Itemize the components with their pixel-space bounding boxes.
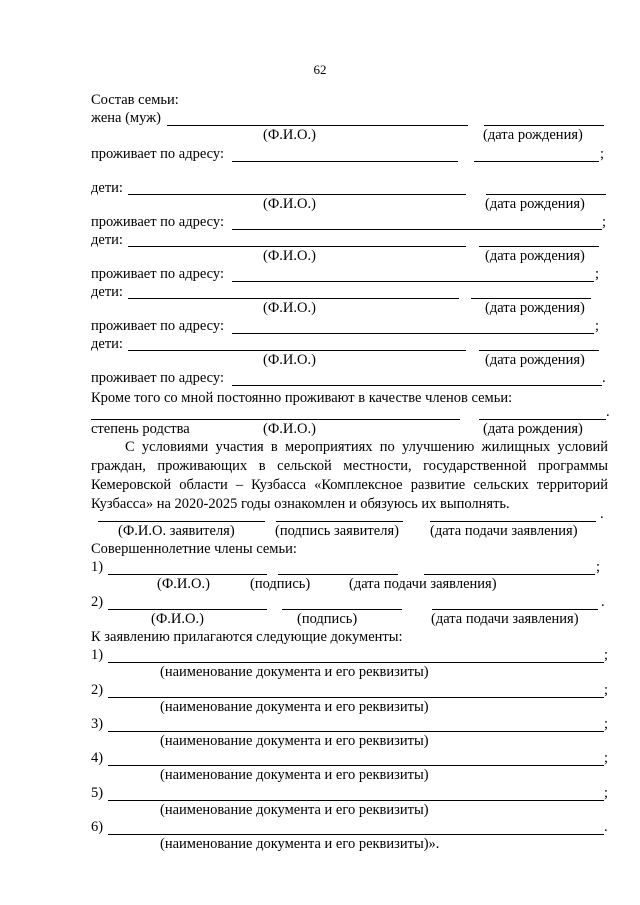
documents-heading: К заявлению прилагаются следующие документы:	[91, 629, 403, 645]
document-caption: (наименование документа и его реквизиты)	[160, 699, 429, 715]
semicolon: ;	[595, 318, 600, 334]
children-label: дети:	[91, 284, 123, 300]
period: .	[601, 594, 605, 610]
adult2-date-line[interactable]	[432, 609, 598, 610]
applicant-fio-line[interactable]	[98, 521, 265, 522]
semicolon: ;	[600, 146, 605, 162]
children-label: дети:	[91, 336, 123, 352]
child3-fio-line[interactable]	[128, 298, 459, 299]
semicolon: ;	[604, 785, 609, 801]
applicant-fio-caption: (Ф.И.О. заявителя)	[118, 523, 235, 539]
period: .	[600, 506, 604, 522]
document-last-caption: (наименование документа и его реквизиты)».	[160, 836, 440, 852]
applicant-date-line[interactable]	[430, 521, 596, 522]
applicant-date-caption: (дата подачи заявления)	[430, 523, 578, 539]
children-label: дети:	[91, 232, 123, 248]
semicolon: ;	[596, 559, 601, 575]
adult1-fio-line[interactable]	[108, 574, 267, 575]
spouse-fio-line[interactable]	[167, 125, 468, 126]
period: .	[604, 819, 608, 835]
birth-caption: (дата рождения)	[485, 300, 585, 316]
spouse-address-line[interactable]	[232, 161, 458, 162]
document4-line[interactable]	[108, 765, 604, 766]
page-number: 62	[313, 62, 327, 77]
adult-signature-caption: (подпись)	[297, 611, 358, 627]
document-number: 5)	[91, 785, 104, 801]
address-label: проживает по адресу:	[91, 318, 224, 334]
document-number: 4)	[91, 750, 104, 766]
birth-caption: (дата рождения)	[485, 352, 585, 368]
adult2-signature-line[interactable]	[282, 609, 402, 610]
adult-number: 1)	[91, 559, 104, 575]
adult2-fio-line[interactable]	[108, 609, 267, 610]
period: .	[602, 370, 606, 386]
document-caption: (наименование документа и его реквизиты)	[160, 664, 429, 680]
address-label: проживает по адресу:	[91, 370, 224, 386]
child4-birth-line[interactable]	[479, 350, 599, 351]
spouse-address-line-2[interactable]	[474, 161, 599, 162]
semicolon: ;	[604, 647, 609, 663]
conditions-paragraph: С условиями участия в мероприятиях по улучшению жилищных условий граждан, проживающих в сельской местности, государственной программы Кемеровской области – Кузбасса «Комплексное развитие сельских территорий Кузбасса» на 2020-2025 годы ознакомлен и обязуюсь их выполнять.	[91, 439, 608, 512]
child1-address-line[interactable]	[232, 229, 602, 230]
document-caption: (наименование документа и его реквизиты)	[160, 733, 429, 749]
document-number: 2)	[91, 682, 104, 698]
fio-caption: (Ф.И.О.)	[263, 248, 316, 264]
document-number: 6)	[91, 819, 104, 835]
semicolon: ;	[595, 266, 600, 282]
adult-number: 2)	[91, 594, 104, 610]
document1-line[interactable]	[108, 662, 604, 663]
document-number: 3)	[91, 716, 104, 732]
fio-caption: (Ф.И.О.)	[263, 127, 316, 143]
children-label: дети:	[91, 180, 123, 196]
also-living-text: Кроме того со мной постоянно проживают в качестве членов семьи:	[91, 390, 513, 406]
kinship-birth-line[interactable]	[479, 419, 606, 420]
adult-fio-caption: (Ф.И.О.)	[157, 576, 210, 592]
child2-birth-line[interactable]	[479, 246, 599, 247]
document3-line[interactable]	[108, 731, 604, 732]
child1-fio-line[interactable]	[128, 194, 466, 195]
kinship-caption: степень родства	[91, 421, 190, 437]
birth-caption: (дата рождения)	[483, 127, 583, 143]
address-label: проживает по адресу:	[91, 146, 224, 162]
family-heading: Состав семьи:	[91, 92, 179, 108]
address-label: проживает по адресу:	[91, 214, 224, 230]
semicolon: ;	[604, 716, 609, 732]
document6-line[interactable]	[108, 834, 604, 835]
document5-line[interactable]	[108, 800, 604, 801]
fio-caption: (Ф.И.О.)	[263, 196, 316, 212]
applicant-signature-line[interactable]	[276, 521, 403, 522]
fio-caption: (Ф.И.О.)	[263, 352, 316, 368]
semicolon: ;	[604, 682, 609, 698]
adult-fio-caption: (Ф.И.О.)	[151, 611, 204, 627]
adult1-signature-line[interactable]	[278, 574, 398, 575]
document-caption: (наименование документа и его реквизиты)	[160, 802, 429, 818]
applicant-signature-caption: (подпись заявителя)	[275, 523, 399, 539]
child3-birth-line[interactable]	[471, 298, 591, 299]
birth-caption: (дата рождения)	[483, 421, 583, 437]
document-number: 1)	[91, 647, 104, 663]
adult1-date-line[interactable]	[424, 574, 595, 575]
semicolon: ;	[604, 750, 609, 766]
birth-caption: (дата рождения)	[485, 196, 585, 212]
kinship-fio-line[interactable]	[91, 419, 460, 420]
child3-address-line[interactable]	[232, 333, 594, 334]
spouse-birth-line[interactable]	[484, 125, 604, 126]
spouse-label: жена (муж)	[91, 110, 161, 126]
child2-fio-line[interactable]	[128, 246, 466, 247]
fio-caption: (Ф.И.О.)	[263, 300, 316, 316]
adult-date-caption: (дата подачи заявления)	[431, 611, 579, 627]
child4-fio-line[interactable]	[128, 350, 466, 351]
child1-birth-line[interactable]	[486, 194, 606, 195]
address-label: проживает по адресу:	[91, 266, 224, 282]
fio-caption: (Ф.И.О.)	[263, 421, 316, 437]
birth-caption: (дата рождения)	[485, 248, 585, 264]
child4-address-line[interactable]	[232, 385, 602, 386]
document-caption: (наименование документа и его реквизиты)	[160, 767, 429, 783]
adults-heading: Совершеннолетние члены семьи:	[91, 541, 297, 557]
adult-date-caption: (дата подачи заявления)	[349, 576, 497, 592]
period: .	[606, 404, 610, 420]
adult-signature-caption: (подпись)	[250, 576, 311, 592]
child2-address-line[interactable]	[232, 281, 594, 282]
document2-line[interactable]	[108, 697, 604, 698]
semicolon: ;	[602, 214, 607, 230]
